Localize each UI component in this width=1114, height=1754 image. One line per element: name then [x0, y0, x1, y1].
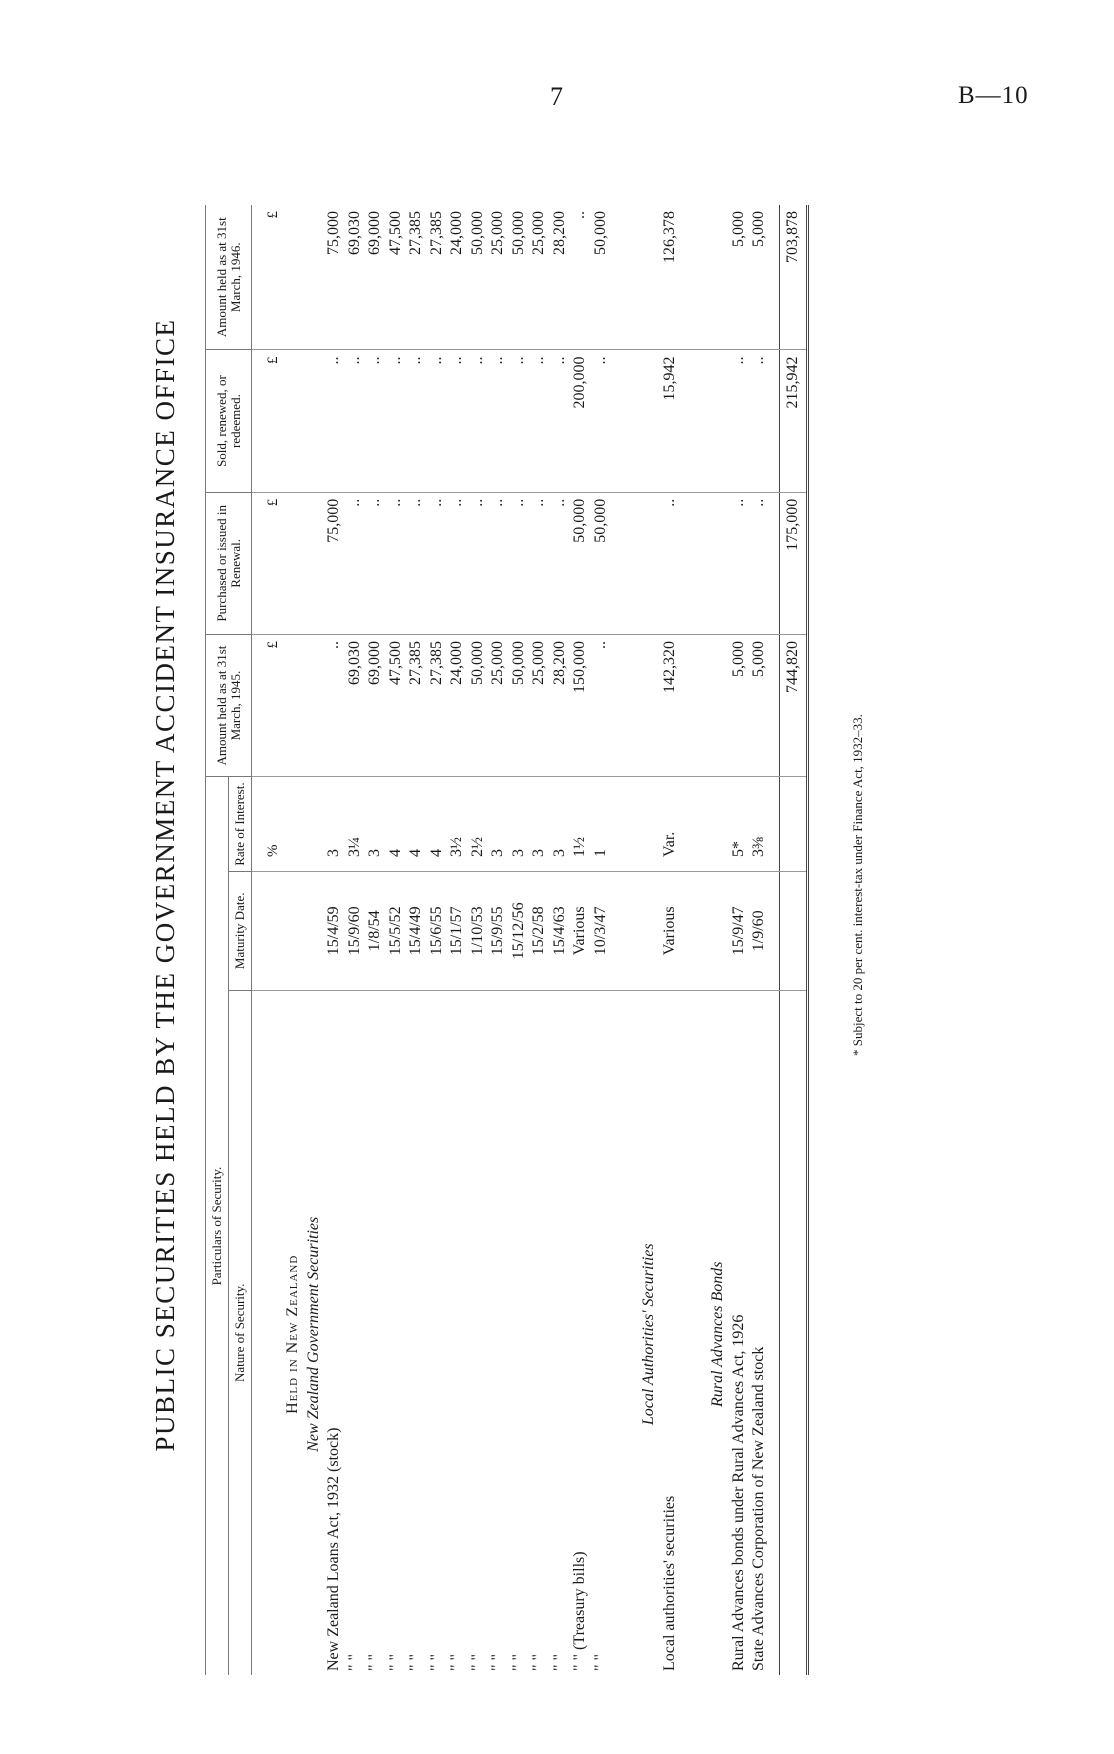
row-held-1945: ..: [324, 634, 345, 776]
row-purchased: ..: [659, 492, 680, 634]
row-held-1945: 27,385: [406, 634, 427, 776]
total-held-1946: 703,878: [780, 205, 808, 350]
row-rate: 3: [529, 777, 550, 872]
row-rate: 3: [508, 777, 529, 872]
row-maturity: 15/4/49: [406, 872, 427, 991]
row-held-1946: 69,030: [344, 205, 365, 350]
header-particulars: Particulars of Security.: [206, 777, 229, 1675]
row-sold: ..: [344, 350, 365, 492]
row-held-1946: 47,500: [385, 205, 406, 350]
row-rate: 1½: [570, 777, 591, 872]
row-sold: ..: [728, 350, 749, 492]
row-sold: ..: [549, 350, 570, 492]
row-purchased: ..: [728, 492, 749, 634]
total-held-1945: 744,820: [780, 634, 808, 776]
table-row: [344, 205, 365, 1675]
row-held-1946: 25,000: [529, 205, 550, 350]
document-reference: B—10: [958, 82, 1029, 109]
totals-row: [780, 205, 808, 1675]
row-nature: " ": [468, 1653, 486, 1671]
page-number: 7: [550, 82, 563, 111]
row-purchased: ..: [385, 492, 406, 634]
row-maturity: 1/10/53: [467, 872, 488, 991]
row-purchased: ..: [549, 492, 570, 634]
table-row: [728, 205, 749, 1675]
row-held-1945: ..: [590, 634, 611, 776]
row-sold: ..: [467, 350, 488, 492]
row-held-1945: 69,000: [365, 634, 386, 776]
row-purchased: 50,000: [590, 492, 611, 634]
pound-symbol-purchased: £: [262, 492, 283, 634]
row-held-1945: 28,200: [549, 634, 570, 776]
row-nature: " ": [489, 1653, 506, 1671]
table-row: [549, 205, 570, 1675]
row-maturity: 15/5/52: [385, 872, 406, 991]
row-purchased: ..: [467, 492, 488, 634]
section-held-in-nz: Held in New Zealand: [284, 1254, 301, 1414]
row-maturity: 15/9/60: [344, 872, 365, 991]
pound-symbol-1946: £: [262, 205, 283, 350]
row-purchased: 50,000: [570, 492, 591, 634]
table-row: [467, 205, 488, 1675]
table-row: [529, 205, 550, 1675]
row-nature: New Zealand Loans Act, 1932 (stock): [325, 1427, 342, 1671]
table-row: [324, 205, 345, 1675]
row-sold: ..: [426, 350, 447, 492]
row-nature: " " (Treasury bills): [571, 1551, 588, 1671]
row-held-1945: 27,385: [426, 634, 447, 776]
row-sold: ..: [447, 350, 468, 492]
table-row: [447, 205, 468, 1675]
row-maturity: Various: [570, 872, 591, 991]
row-maturity: Various: [659, 872, 680, 991]
row-held-1946: 126,378: [659, 205, 680, 350]
row-sold: ..: [385, 350, 406, 492]
currency-row: [262, 205, 283, 1675]
row-held-1946: 28,200: [549, 205, 570, 350]
row-rate: 3¼: [344, 777, 365, 872]
row-nature: " ": [345, 1653, 363, 1671]
row-held-1945: 142,320: [659, 634, 680, 776]
row-held-1945: 47,500: [385, 634, 406, 776]
footnote: * Subject to 20 per cent. interest-tax under Finance Act, 1932–33.: [850, 714, 865, 1056]
row-held-1946: 27,385: [406, 205, 427, 350]
pound-symbol-sold: £: [262, 350, 283, 492]
row-held-1946: ..: [570, 205, 591, 350]
rotated-table-region: [150, 95, 930, 1675]
row-purchased: ..: [344, 492, 365, 634]
row-held-1945: 5,000: [749, 634, 770, 776]
row-nature: " ": [550, 1653, 568, 1671]
percent-symbol: %: [262, 777, 283, 872]
row-held-1945: 50,000: [467, 634, 488, 776]
row-nature: Local authorities' securities: [660, 1495, 678, 1671]
row-rate: 5*: [728, 777, 749, 872]
row-sold: ..: [529, 350, 550, 492]
row-maturity: 1/8/54: [365, 872, 386, 991]
row-purchased: ..: [365, 492, 386, 634]
row-held-1945: 25,000: [488, 634, 509, 776]
header-purchased: Purchased or issued in Renewal.: [206, 492, 252, 634]
row-rate: 1: [590, 777, 611, 872]
row-nature: " ": [386, 1653, 404, 1671]
row-nature: " ": [530, 1653, 547, 1671]
row-rate: 4: [406, 777, 427, 872]
row-maturity: 15/1/57: [447, 872, 468, 991]
row-rate: 4: [426, 777, 447, 872]
row-nature: " ": [427, 1653, 445, 1671]
table-row: [426, 205, 447, 1675]
rural-advances-rows: [728, 205, 769, 1675]
row-nature: State Advances Corporation of New Zealand stock: [750, 1346, 767, 1671]
row-maturity: 15/12/56: [508, 872, 529, 991]
row-nature: Rural Advances bonds under Rural Advances Act, 1926: [729, 1314, 747, 1671]
row-nature: " ": [407, 1653, 424, 1671]
row-held-1945: 150,000: [570, 634, 591, 776]
row-sold: 200,000: [570, 350, 591, 492]
row-maturity: 15/6/55: [426, 872, 447, 991]
row-held-1946: 5,000: [728, 205, 749, 350]
row-purchased: ..: [749, 492, 770, 634]
total-purchased: 175,000: [780, 492, 808, 634]
row-held-1945: 50,000: [508, 634, 529, 776]
row-nature: " ": [448, 1653, 465, 1671]
row-rate: 3: [549, 777, 570, 872]
row-rate: 4: [385, 777, 406, 872]
page-title: PUBLIC SECURITIES HELD BY THE GOVERNMENT ACCIDENT INSURANCE OFFICE: [150, 318, 180, 1452]
section-nz-government: New Zealand Government Securities: [304, 1216, 322, 1452]
table-row: [590, 205, 611, 1675]
header-sold: Sold, renewed, or redeemed.: [206, 350, 252, 492]
row-maturity: 10/3/47: [590, 872, 611, 991]
row-held-1946: 27,385: [426, 205, 447, 350]
row-sold: ..: [324, 350, 345, 492]
header-held-1946: Amount held as at 31st March, 1946.: [206, 205, 252, 350]
row-purchased: ..: [447, 492, 468, 634]
row-held-1945: 5,000: [728, 634, 749, 776]
row-held-1946: 25,000: [488, 205, 509, 350]
row-nature: " ": [591, 1653, 609, 1671]
table-row: [508, 205, 529, 1675]
row-nature: " ": [366, 1653, 383, 1671]
row-rate: 2½: [467, 777, 488, 872]
row-purchased: 75,000: [324, 492, 345, 634]
row-held-1946: 50,000: [508, 205, 529, 350]
row-maturity: 15/4/59: [324, 872, 345, 991]
row-maturity: 15/9/55: [488, 872, 509, 991]
row-sold: ..: [749, 350, 770, 492]
row-rate: Var.: [659, 777, 680, 872]
row-rate: 3½: [447, 777, 468, 872]
row-nature: " ": [509, 1653, 527, 1671]
row-maturity: 15/2/58: [529, 872, 550, 991]
row-sold: ..: [488, 350, 509, 492]
section-rural-advances: Rural Advances Bonds: [709, 1261, 726, 1408]
row-rate: 3: [324, 777, 345, 872]
row-held-1946: 75,000: [324, 205, 345, 350]
row-maturity: 15/9/47: [728, 872, 749, 991]
table-row: [488, 205, 509, 1675]
row-maturity: 15/4/63: [549, 872, 570, 991]
row-held-1945: 24,000: [447, 634, 468, 776]
table-row: [749, 205, 770, 1675]
row-sold: ..: [508, 350, 529, 492]
row-held-1945: 25,000: [529, 634, 550, 776]
row-sold: 15,942: [659, 350, 680, 492]
table-row: [365, 205, 386, 1675]
row-purchased: ..: [406, 492, 427, 634]
row-held-1946: 5,000: [749, 205, 770, 350]
row-rate: 3: [365, 777, 386, 872]
table-row: [406, 205, 427, 1675]
row-held-1946: 69,000: [365, 205, 386, 350]
table-row: [385, 205, 406, 1675]
header-maturity: Maturity Date.: [229, 872, 252, 991]
row-rate: 3: [488, 777, 509, 872]
row-held-1946: 50,000: [590, 205, 611, 350]
row-purchased: ..: [426, 492, 447, 634]
row-held-1945: 69,030: [344, 634, 365, 776]
row-purchased: ..: [508, 492, 529, 634]
row-sold: ..: [365, 350, 386, 492]
section-local-authorities: Local Authorities' Securities: [640, 1243, 657, 1426]
total-sold: 215,942: [780, 350, 808, 492]
row-rate: 3⅜: [749, 777, 770, 872]
table-row: [570, 205, 591, 1675]
row-held-1946: 24,000: [447, 205, 468, 350]
row-purchased: ..: [529, 492, 550, 634]
row-held-1946: 50,000: [467, 205, 488, 350]
row-sold: ..: [590, 350, 611, 492]
header-rate: Rate of Interest.: [229, 777, 252, 872]
nz-government-rows: [324, 205, 611, 1675]
header-held-1945: Amount held as at 31st March, 1945.: [206, 634, 252, 776]
row-purchased: ..: [488, 492, 509, 634]
header-nature: Nature of Security.: [229, 990, 252, 1675]
securities-table: [205, 205, 809, 1675]
pound-symbol-1945: £: [262, 634, 283, 776]
row-maturity: 1/9/60: [749, 872, 770, 991]
row-sold: ..: [406, 350, 427, 492]
table-row: [659, 205, 680, 1675]
